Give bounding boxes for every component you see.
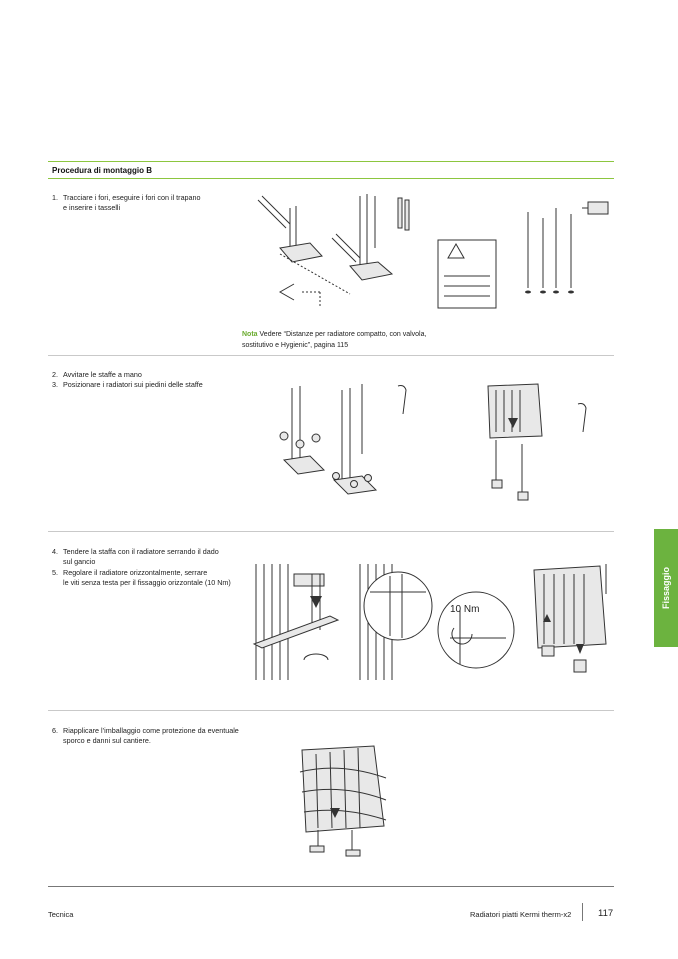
step-text: Tracciare i fori, eseguire i fori con il trapano <box>63 193 201 202</box>
step-number: 1. <box>52 193 58 202</box>
step-number: 3. <box>52 380 58 389</box>
note <box>242 329 502 351</box>
step-6-illustration <box>296 742 396 862</box>
step-text: Regolare il radiatore orizzontalmente, serrare <box>63 568 208 577</box>
step-text-cont: sporco e danni sul cantiere. <box>63 736 151 745</box>
divider-2 <box>48 531 614 532</box>
footer-title: Radiatori piatti Kermi therm-x2 <box>470 910 572 919</box>
step-2 <box>52 370 242 380</box>
step-text: Riapplicare l’imballaggio come protezione da eventuale <box>63 726 239 735</box>
step-text: Avvitare le staffe a mano <box>63 370 142 379</box>
footer-rule <box>48 886 614 887</box>
note-line1: Vedere “Distanze per radiatore compatto, con valvola, <box>259 331 427 338</box>
note-line2: sostitutivo e Hygienic”, pagina 115 <box>242 342 349 349</box>
section-title: Procedura di montaggio B <box>52 166 153 175</box>
step-5 <box>52 568 252 588</box>
divider-1 <box>48 355 614 356</box>
step-text-cont: le viti senza testa per il fissaggio orizzontale (10 Nm) <box>63 578 231 587</box>
step-number: 6. <box>52 726 58 735</box>
step-number: 5. <box>52 568 58 577</box>
header-green-rule <box>48 178 614 179</box>
side-tab-label: Fissaggio <box>661 566 671 610</box>
top-green-rule <box>48 161 614 162</box>
note-label: Nota <box>242 331 258 338</box>
page-number: 117 <box>598 908 614 919</box>
step-number: 2. <box>52 370 58 379</box>
step-text-cont: sul gancio <box>63 557 96 566</box>
side-tab[interactable] <box>654 529 678 647</box>
divider-3 <box>48 710 614 711</box>
footer-left: Tecnica <box>48 910 74 919</box>
step-1 <box>52 193 242 213</box>
step-text-cont: e inserire i tasselli <box>63 203 121 212</box>
torque-label: 10 Nm <box>450 604 480 615</box>
step-text: Tendere la staffa con il radiatore serrando il dado <box>63 547 219 556</box>
step-number: 4. <box>52 547 58 556</box>
step-3 <box>52 380 242 390</box>
step-2-3-illustration <box>270 380 600 510</box>
step-text: Posizionare i radiatori sui piedini delle staffe <box>63 380 203 389</box>
step-4 <box>52 547 242 567</box>
step-4-5-illustration <box>250 560 620 690</box>
step-1-illustration <box>250 188 620 318</box>
footer-separator <box>582 903 583 921</box>
step-6 <box>52 726 262 746</box>
